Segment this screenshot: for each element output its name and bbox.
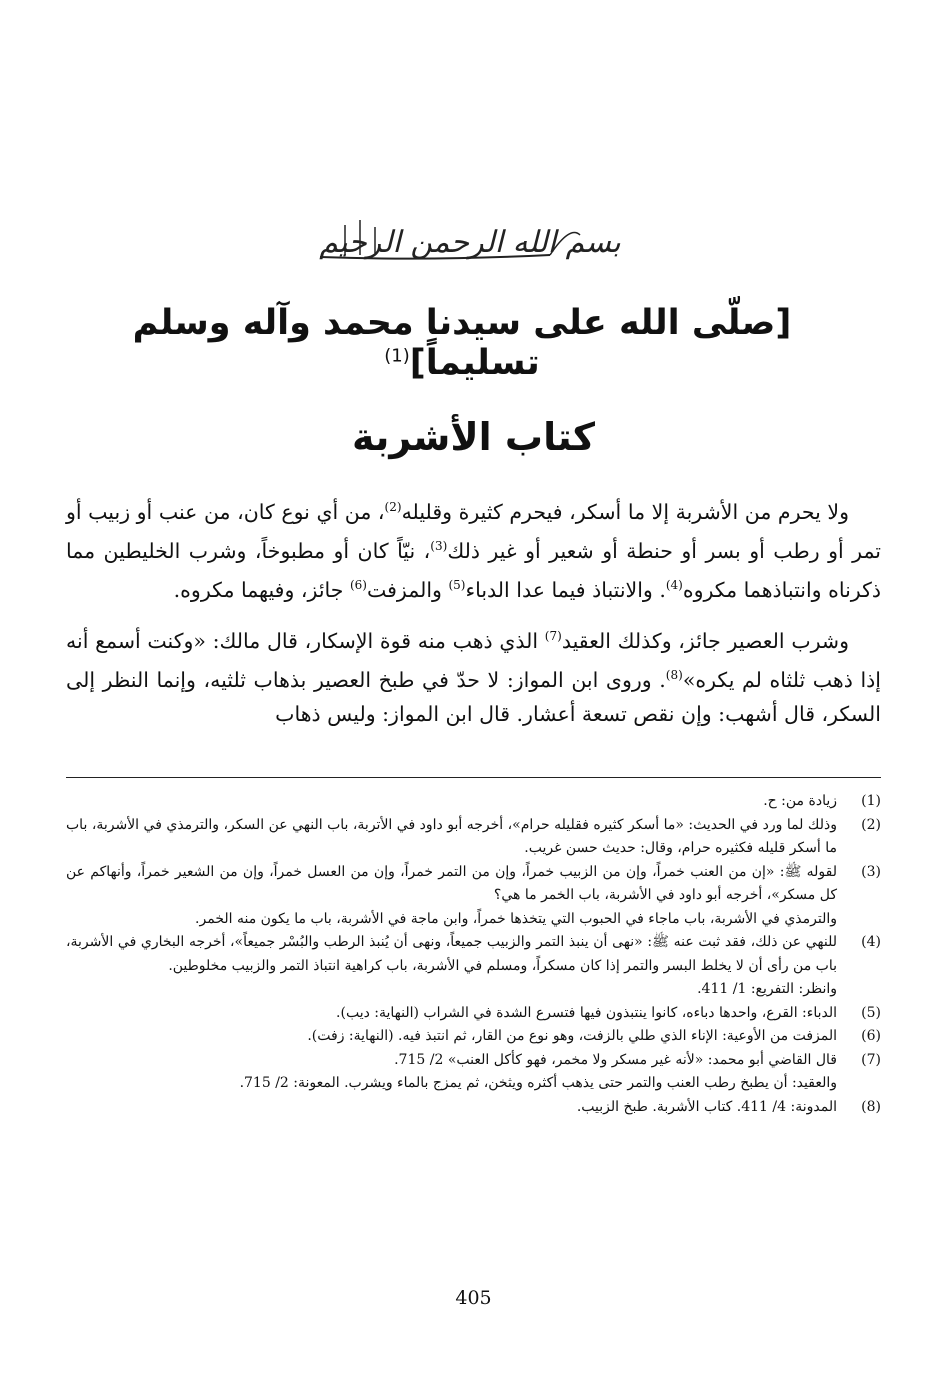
footnote-ref: (8): [665, 668, 683, 683]
footnote-continuation: والترمذي في الأشربة، باب ماجاء في الحبوب التي يتخذها خمراً، وابن ماجة في الأشربة، باب ما يكون منه الخمر.: [195, 910, 837, 927]
footnote: [66, 814, 881, 861]
footnote-number: (5): [861, 1004, 881, 1021]
footnote: [66, 1096, 881, 1120]
footnote-number: (8): [861, 1098, 881, 1115]
footnote-number: (7): [861, 1051, 881, 1068]
footnote-number: (3): [861, 863, 881, 880]
footnote-text: [66, 861, 837, 932]
footnote-text: [66, 814, 837, 861]
footnote-number: (4): [861, 934, 881, 950]
footnote-main: زيادة من: ح.: [763, 793, 837, 809]
footnote-main: وذلك لما ورد في الحديث: «ما أسكر كثيره فقليله حرام»، أخرجه أبو داود في الأتربة، باب النهي عن السكر، والترمذي في الأشربة، باب ما أسكر قليله فكثيره حرام، وقال: حديث حسن غريب.: [66, 816, 837, 856]
body-text: والمزفت: [366, 577, 449, 602]
footnote-text: [66, 1002, 837, 1026]
footnote-ref: (5): [448, 577, 466, 592]
footnote-text: [66, 1096, 837, 1120]
chapter-title: كتاب الأشربة: [352, 415, 595, 459]
footnote-number: (6): [861, 1028, 881, 1044]
body-text: جائز، وفيهما مكروه.: [173, 577, 350, 602]
body-text: . وروى ابن المواز: لا حدّ في طبخ العصير بذهاب ثلثيه، وإنما النظر إلى السكر، قال أشهب: وإن نقص تسعة أعشار. قال ابن المواز: وليس ذهاب: [66, 668, 881, 727]
footnote: [66, 790, 881, 814]
body-paragraph: [66, 619, 881, 731]
body-paragraph: [66, 490, 881, 606]
basmala-calligraphy: [250, 205, 690, 280]
salawat-text: [صلّى الله على سيدنا محمد وآله وسلم تسليماً]: [132, 303, 792, 383]
footnote-main: لقوله ﷺ: «إن من العنب خمراً، وإن من الزبيب خمراً، وإن من التمر خمراً، وإن من العسل خمراً، وإن من الشعير خمراً، وأنهاكم عن كل مسكر»، أخرجه أبو داود في الأشربة، باب الخمر ما هي؟: [66, 863, 837, 903]
footnote-ref: (2): [384, 500, 402, 514]
footnote: [66, 1025, 881, 1049]
body-text: وشرب العصير جائز، وكذلك العقيد: [561, 629, 850, 654]
footnote-continuation: والعقيد: أن يطبخ رطب العنب والتمر حتى يذهب أكثره ويثخن، ثم يمزج بالماء ويشرب. المعونة: 2/ 715.: [239, 1075, 837, 1091]
footnotes: [66, 790, 881, 1119]
footnote-text: [66, 1049, 837, 1096]
footnote-main: قال القاضي أبو محمد: «لأنه غير مسكر ولا مخمر، فهو كأكل العنب» 2/ 715.: [394, 1051, 837, 1068]
body-text: ، نيّاً كان أو مطبوخاً، وشرب الخليطين مما ذكرناه وانتباذهما مكروه: [66, 538, 881, 602]
salawat-heading: [117, 303, 807, 383]
footnote-ref: (3): [430, 538, 448, 553]
footnote-main: للنهي عن ذلك، فقد ثبت عنه ﷺ: «نهى أن ينبذ التمر والزبيب جميعاً، ونهى أن يُنبذ الرطب والبُسْر جميعاً»، أخرجه البخاري في الأشربة، باب من رأى أن لا يخلط البسر والتمر إذا كان مسكراً، ومسلم في الأشربة، باب كراهية انتباذ التمر والزبيب مخلوطين.: [66, 934, 837, 974]
footnote-continuation: وانظر: التفريع: 1/ 411.: [697, 981, 837, 997]
footnote-text: [66, 1025, 837, 1049]
body-text: ، من أي نوع كان، من عنب أو زبيب أو تمر أو رطب أو بسر أو حنطة أو شعير أو غير ذلك: [66, 499, 882, 563]
footnote-main: المدونة: 4/ 411. كتاب الأشربة. طبخ الزبيب.: [576, 1098, 837, 1115]
salawat-note-ref: (1): [384, 345, 410, 367]
footnote-ref: (7): [544, 629, 562, 644]
footnote-main: المزفت من الأوعية: الإناء الذي طلي بالزفت، وهو نوع من القار، ثم انتبذ فيه. (النهاية: زفت).: [307, 1028, 837, 1044]
footnote-main: الدباء: القرع، واحدها دباءه، كانوا ينتبذون فيها فتسرع الشدة في الشراب (النهاية: ديب).: [336, 1004, 837, 1021]
footnote-number: (2): [861, 816, 881, 833]
footnote-text: [66, 790, 837, 814]
main-text: [66, 490, 881, 744]
body-text: ولا يحرم من الأشربة إلا ما أسكر، فيحرم كثيرة وقليله: [401, 499, 849, 524]
page-number: 405: [455, 1287, 492, 1309]
footnote-ref: (4): [665, 577, 683, 592]
footnote-number: (1): [861, 793, 881, 809]
footnote-divider: [66, 777, 881, 778]
footnote: [66, 931, 881, 1002]
basmala-text: بسم الله الرحمن الرحيم: [319, 225, 621, 260]
footnote: [66, 1049, 881, 1096]
footnote-text: [66, 931, 837, 1002]
footnote: [66, 1002, 881, 1026]
footnote: [66, 861, 881, 932]
body-text: . والانتباذ فيما عدا الدباء: [465, 577, 666, 602]
body-text: الذي ذهب منه قوة الإسكار، قال مالك: «وكنت أسمع أنه إذا ذهب ثلثاه لم يكره»: [66, 629, 881, 693]
footnote-ref: (6): [349, 577, 367, 592]
